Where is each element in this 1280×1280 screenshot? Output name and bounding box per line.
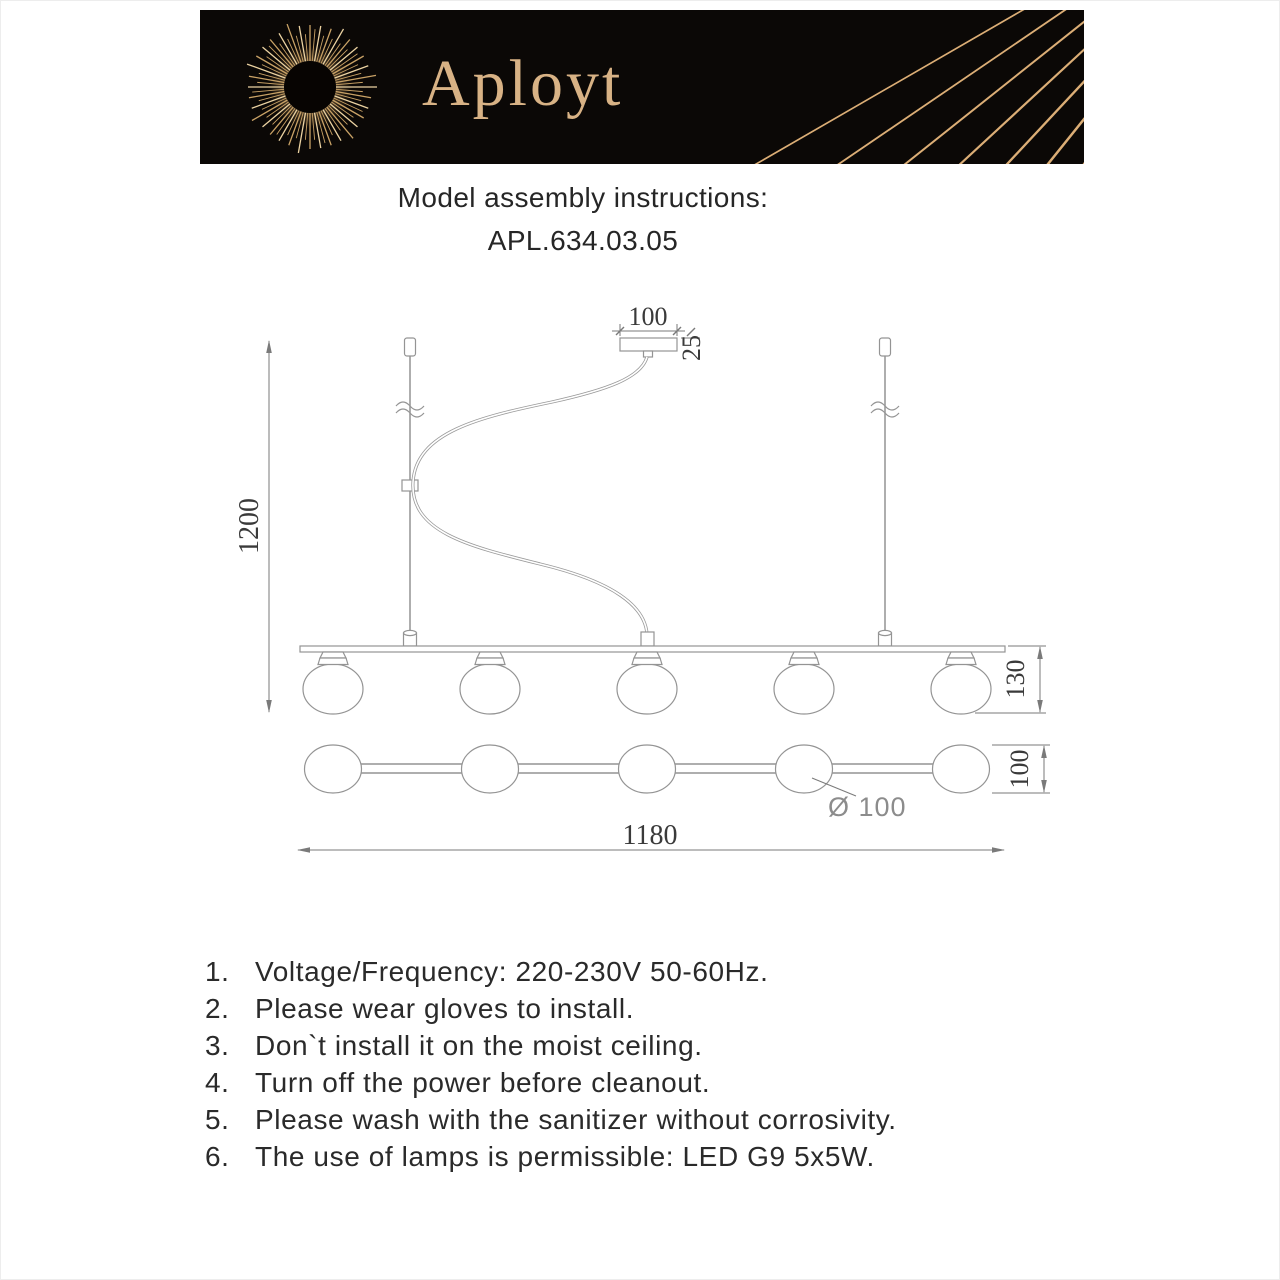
dim-canopy-height: [677, 328, 706, 361]
globe-top: [619, 745, 676, 793]
globe-socket-lip: [475, 658, 505, 665]
item-text: Please wear gloves to install.: [255, 993, 635, 1024]
item-number: 1.: [205, 956, 230, 987]
globe-top: [776, 745, 833, 793]
item-number: 5.: [205, 1104, 230, 1135]
globe-socket-lip: [632, 658, 662, 665]
technical-drawing: [0, 280, 1280, 900]
item-text: The use of lamps is permissible: LED G9 5x5W.: [255, 1141, 875, 1172]
globe-socket-lip: [946, 658, 976, 665]
item-number: 6.: [205, 1141, 230, 1172]
globe-socket: [948, 652, 974, 658]
globe-socket: [791, 652, 817, 658]
page-title: Model assembly instructions:: [397, 182, 769, 213]
dim-globe-diameter-label: Ø 100: [828, 792, 907, 822]
sunburst-center: [284, 61, 336, 113]
list-item: [205, 953, 1105, 990]
banner-fan-rays: [642, 10, 1084, 164]
item-number: 3.: [205, 1030, 230, 1061]
globe-top: [305, 745, 362, 793]
globe-top: [462, 745, 519, 793]
title-block: [233, 176, 933, 262]
globe-socket-lip: [318, 658, 348, 665]
item-text: Please wash with the sanitizer without corrosivity.: [255, 1104, 897, 1135]
dim-canopy-width-label: 100: [628, 302, 668, 331]
instructions-list: [205, 953, 1105, 1175]
fixture-bar: [300, 646, 1005, 652]
item-number: 2.: [205, 993, 230, 1024]
globe-front: [774, 664, 834, 714]
globe-front: [617, 664, 677, 714]
top-view: [305, 745, 990, 793]
power-cord: [413, 357, 654, 646]
model-number: APL.634.03.05: [487, 225, 679, 256]
globe-socket-lip: [789, 658, 819, 665]
dim-canopy-height-label: 25: [677, 335, 706, 361]
globe-socket: [634, 652, 660, 658]
dim-drop-height: [234, 341, 269, 712]
globe-socket: [477, 652, 503, 658]
list-item: [205, 1064, 1105, 1101]
ceiling-canopy: [620, 338, 677, 357]
globe-front: [303, 664, 363, 714]
front-globes: [303, 652, 991, 714]
banner-decor: [200, 10, 1084, 164]
globe-socket: [320, 652, 346, 658]
globe-front: [460, 664, 520, 714]
dim-head-height-label: 130: [1001, 659, 1030, 699]
item-text: Turn off the power before cleanout.: [255, 1067, 711, 1098]
dim-top-view-height-label: 100: [1005, 749, 1034, 789]
dim-canopy-width: [612, 302, 685, 336]
brand-banner: [200, 10, 1084, 164]
top-view-globes: [305, 745, 990, 793]
right-suspension-rod: [871, 338, 899, 646]
dim-overall-width-label: 1180: [622, 820, 678, 851]
dim-overall-width: [298, 820, 1004, 851]
globe-top: [933, 745, 990, 793]
globe-front: [931, 664, 991, 714]
list-item: [205, 1101, 1105, 1138]
dim-drop-height-label: 1200: [234, 498, 265, 554]
item-text: Don`t install it on the moist ceiling.: [255, 1030, 703, 1061]
list-item: [205, 1138, 1105, 1175]
left-suspension-rod: [396, 338, 424, 646]
brand-logotype: Aployt: [422, 47, 624, 120]
list-item: [205, 1027, 1105, 1064]
list-item: [205, 990, 1105, 1027]
item-number: 4.: [205, 1067, 230, 1098]
item-text: Voltage/Frequency: 220-230V 50-60Hz.: [255, 956, 769, 987]
dim-top-view-height: [992, 745, 1050, 793]
